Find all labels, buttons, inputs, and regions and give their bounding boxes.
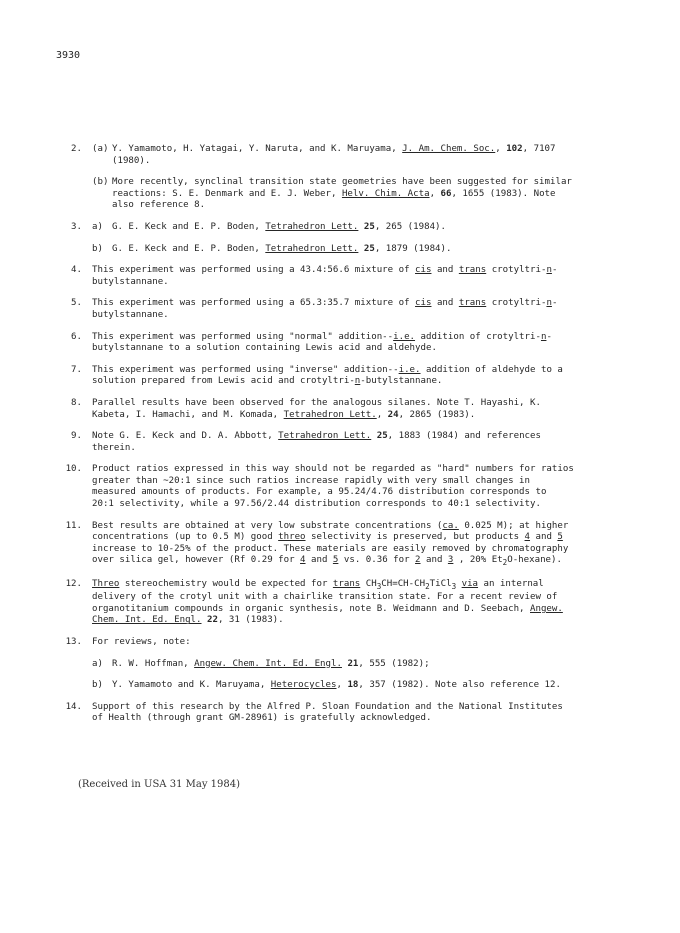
reference-number: 8. xyxy=(71,397,82,408)
journal-title: Angew. xyxy=(530,603,563,614)
reference-number: 11. xyxy=(65,520,82,531)
reference-12 xyxy=(58,579,628,627)
page-number: 3930 xyxy=(56,50,81,61)
volume: 22 xyxy=(206,615,218,626)
journal-title: Heterocycles xyxy=(270,680,337,691)
reference-number: 12. xyxy=(65,578,82,589)
reference-7 xyxy=(58,365,628,388)
ref-line: increase to 10-25% of the product. These materials are easily removed by chromatography xyxy=(92,543,569,554)
volume: 25 xyxy=(363,243,375,254)
volume: 18 xyxy=(347,680,359,691)
ref-line: For reviews, note: xyxy=(92,637,191,648)
reference-number: 3. xyxy=(71,221,82,232)
reference-13 xyxy=(58,637,628,692)
reference-11 xyxy=(58,521,628,569)
volume: 66 xyxy=(440,188,452,199)
journal-title: Angew. Chem. Int. Ed. Engl. xyxy=(194,658,342,669)
ref-line: Product ratios expressed in this way should not be regarded as "hard" numbers for ratios xyxy=(92,464,574,475)
ref-line: butylstannane to a solution containing Lewis acid and aldehyde. xyxy=(92,343,437,354)
journal-title: J. Am. Chem. Soc. xyxy=(402,144,496,154)
reference-number: 9. xyxy=(71,431,82,442)
sub-label: (b) xyxy=(92,177,109,188)
sub-label: a) xyxy=(92,658,103,669)
sub-label: a) xyxy=(92,221,103,232)
reference-6 xyxy=(58,332,628,355)
reference-number: 2. xyxy=(71,144,82,154)
ref-line: reactions: S. E. Denmark and E. J. Weber, Helv. Chim. Acta, 66, 1655 (1983). Note xyxy=(112,188,556,199)
volume: 25 xyxy=(363,221,375,232)
volume: 21 xyxy=(347,658,359,669)
reference-2a xyxy=(92,144,628,167)
ref-line: R. W. Hoffman, Angew. Chem. Int. Ed. Engl. 21, 555 (1982); xyxy=(112,658,430,669)
ref-line: Threo stereochemistry would be expected for trans $CH_3CH=CH-CH_2TiCl_3$ via an internal xyxy=(92,578,544,591)
references-list xyxy=(58,144,628,735)
reference-13b xyxy=(92,680,628,692)
ref-line: of Health (through grant GM-28961) is gratefully acknowledged. xyxy=(92,713,432,724)
reference-number: 13. xyxy=(65,637,82,648)
reference-9 xyxy=(58,431,628,454)
ref-line: Y. Yamamoto and K. Maruyama, Heterocycles, 18, 357 (1982). Note also reference 12. xyxy=(112,680,561,691)
ref-line: (1980). xyxy=(112,155,151,166)
ref-line: solution prepared from Lewis acid and crotyltri-n-butylstannane. xyxy=(92,376,443,387)
ref-line: This experiment was performed using a 65.3:35.7 mixture of cis and trans crotyltri-n- xyxy=(92,298,558,309)
journal-title: Tetrahedron Lett. xyxy=(278,431,372,442)
volume: 24 xyxy=(387,409,399,420)
reference-number: 6. xyxy=(71,331,82,342)
journal-title: Tetrahedron Lett. xyxy=(283,409,377,420)
ref-line: Parallel results have been observed for the analogous silanes. Note T. Hayashi, K. xyxy=(92,397,541,408)
ref-line: measured amounts of products. For example, a 95.24/4.76 distribution corresponds to xyxy=(92,487,547,498)
ref-line: G. E. Keck and E. P. Boden, Tetrahedron Lett. 25, 1879 (1984). xyxy=(112,243,452,254)
ref-line: More recently, synclinal transition state geometries have been suggested for similar xyxy=(112,177,572,188)
reference-10 xyxy=(58,464,628,510)
reference-4 xyxy=(58,265,628,288)
journal-title: Chem. Int. Ed. Engl. xyxy=(92,615,202,626)
ref-line: butylstannane. xyxy=(92,309,169,320)
volume: 25 xyxy=(376,431,388,442)
ref-line: Kabeta, I. Hamachi, and M. Komada, Tetrahedron Lett., 24, 2865 (1983). xyxy=(92,409,476,420)
reference-8 xyxy=(58,398,628,421)
journal-title: Helv. Chim. Acta xyxy=(341,188,430,199)
reference-number: 14. xyxy=(65,701,82,712)
ref-line: G. E. Keck and E. P. Boden, Tetrahedron Lett. 25, 265 (1984). xyxy=(112,221,447,232)
ref-line: butylstannane. xyxy=(92,276,169,287)
reference-2b xyxy=(92,177,628,212)
ref-line: over silica gel, however (Rf 0.29 for 4 and 5 vs. 0.36 for 2 and 3 , 20% $Et_2O-hexane$). xyxy=(92,555,562,568)
ref-line: Y. Yamamoto, H. Yatagai, Y. Naruta, and K. Maruyama, J. Am. Chem. Soc., 102, 7107 xyxy=(112,144,556,154)
ref-line: Best results are obtained at very low substrate concentrations (ca. 0.025 M); at higher xyxy=(92,520,569,531)
reference-number: 5. xyxy=(71,298,82,309)
reference-14 xyxy=(58,702,628,725)
ref-line: This experiment was performed using a 43.4:56.6 mixture of cis and trans crotyltri-n- xyxy=(92,265,558,276)
ref-line: organotitanium compounds in organic synthesis, note B. Weidmann and D. Seebach, Angew. xyxy=(92,603,563,614)
ref-line: 20:1 selectivity, while a 97.56/2.44 distribution corresponds to 40:1 selectivity. xyxy=(92,499,541,510)
ref-line: delivery of the crotyl unit with a chairlike transition state. For a recent review of xyxy=(92,592,558,603)
ref-line: This experiment was performed using "normal" addition--i.e. addition of crotyltri-n- xyxy=(92,331,552,342)
ref-line: therein. xyxy=(92,442,136,453)
reference-number: 4. xyxy=(71,265,82,276)
ref-line: also reference 8. xyxy=(112,200,206,211)
ref-line: concentrations (up to 0.5 M) good threo selectivity is preserved, but products 4 and 5 xyxy=(92,532,563,543)
reference-3 xyxy=(58,222,628,255)
ref-line: Support of this research by the Alfred P. Sloan Foundation and the National Institutes xyxy=(92,701,563,712)
sub-label: b) xyxy=(92,243,103,254)
volume: 102 xyxy=(506,144,523,154)
sub-label: (a) xyxy=(92,144,109,154)
sub-label: b) xyxy=(92,680,103,691)
journal-title: Tetrahedron Lett. xyxy=(265,221,359,232)
reference-number: 10. xyxy=(65,464,82,475)
reference-13a xyxy=(92,659,628,671)
reference-3b xyxy=(92,244,628,256)
ref-line: Note G. E. Keck and D. A. Abbott, Tetrahedron Lett. 25, 1883 (1984) and references xyxy=(92,431,541,442)
reference-2 xyxy=(58,144,628,212)
journal-title: Tetrahedron Lett. xyxy=(265,243,359,254)
ref-line: Chem. Int. Ed. Engl. 22, 31 (1983). xyxy=(92,615,284,626)
reference-number: 7. xyxy=(71,364,82,375)
ref-line: greater than ~20:1 since such ratios increase rapidly with very small changes in xyxy=(92,475,530,486)
reference-5 xyxy=(58,298,628,321)
ref-line: This experiment was performed using "inverse" addition--i.e. addition of aldehyde to a xyxy=(92,364,563,375)
received-date: (Received in USA 31 May 1984) xyxy=(78,779,240,790)
reference-3a xyxy=(92,222,628,234)
